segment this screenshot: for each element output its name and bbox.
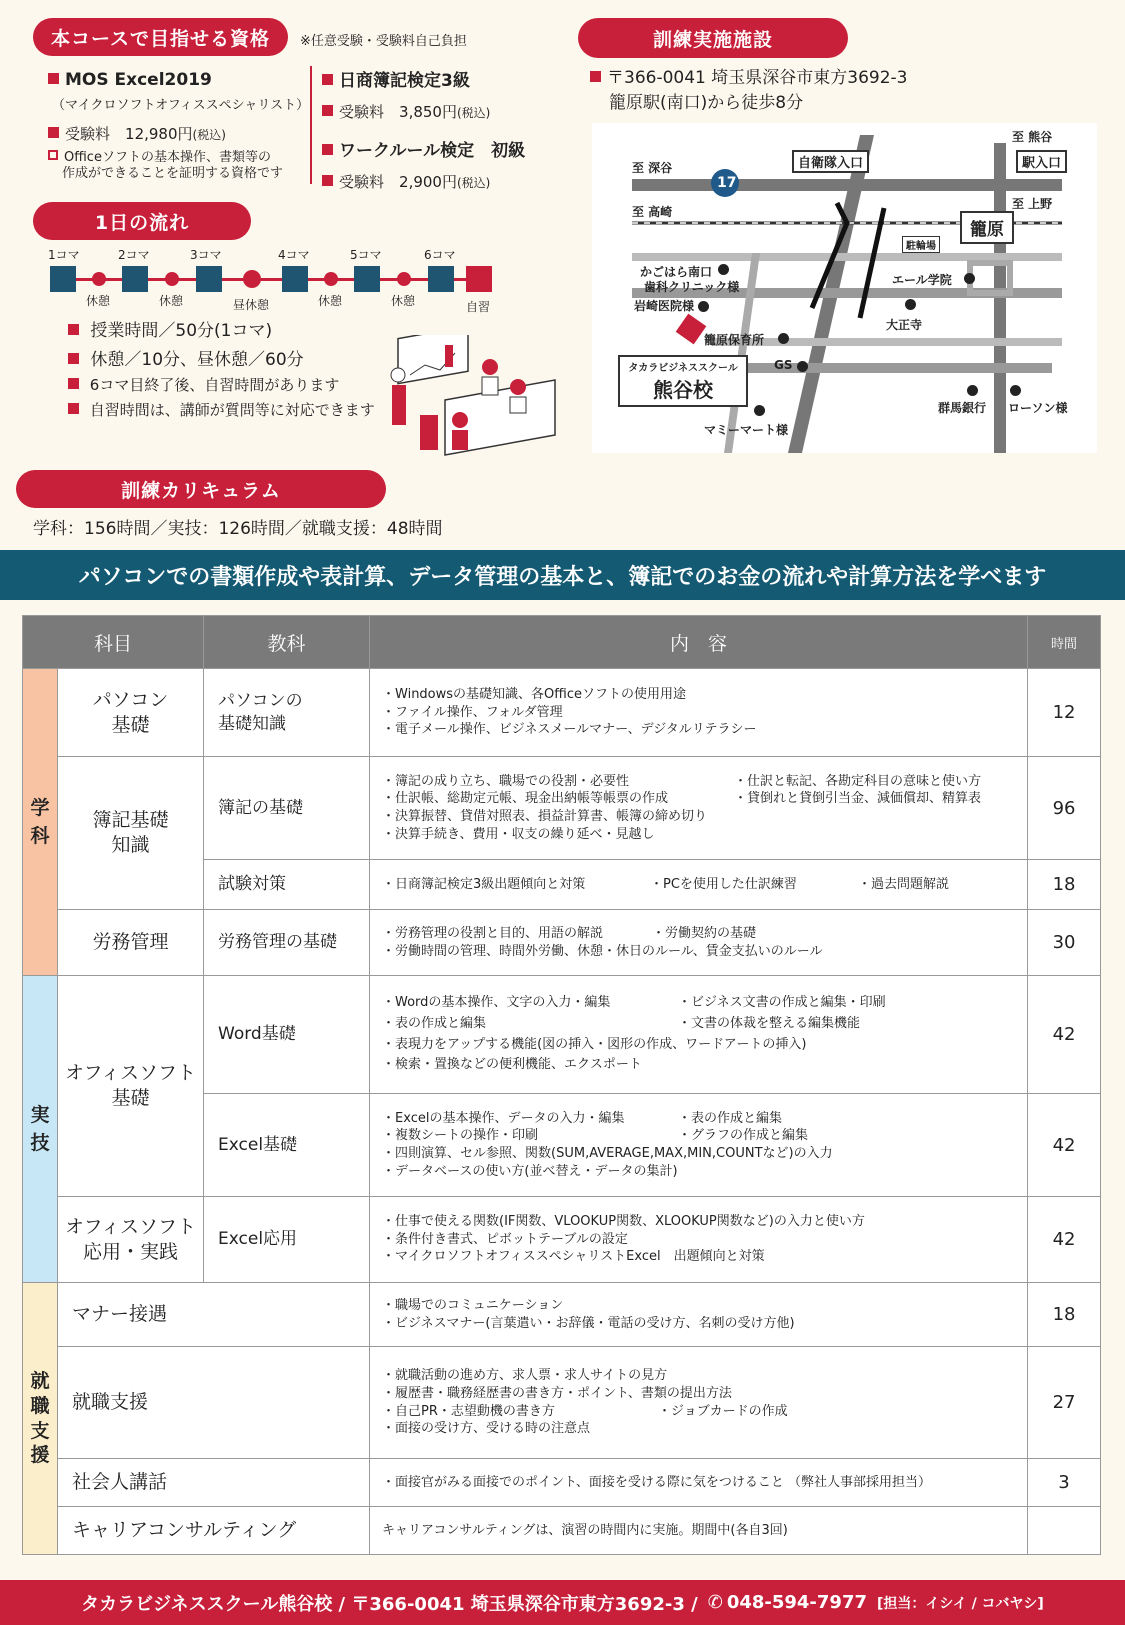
content-line: ・マイクロソフトオフィススペシャリストExcel 出題傾向と対策 xyxy=(382,1249,765,1265)
header-kyoka: 教科 xyxy=(204,616,370,669)
qualifications-note: ※任意受験・受験料自己負担 xyxy=(300,34,467,49)
break-label: 休憩 xyxy=(391,294,416,308)
map-ekiiriguchi: 駅入口 xyxy=(1016,150,1067,173)
map-pin-ale xyxy=(964,273,975,284)
mos-tax: (税込) xyxy=(192,128,226,142)
facility-access: 籠原駅(南口)から徒歩8分 xyxy=(609,92,804,113)
subject-career: キャリアコンサルティング xyxy=(58,1507,370,1555)
content-cell xyxy=(370,976,1028,1094)
flow-notes xyxy=(68,316,375,420)
koma-block-5 xyxy=(354,266,380,292)
bullet-square-icon xyxy=(68,324,79,335)
content-cell xyxy=(370,860,1028,910)
map-mammy: マミーマート様 xyxy=(704,423,789,437)
self-study-block xyxy=(466,266,492,292)
bullet-hollow-icon xyxy=(48,150,58,160)
map-to-ueno: 至 上野 xyxy=(1012,197,1053,211)
content-line: ・決算振替、貸借対照表、損益計算書、帳簿の締め切り xyxy=(382,809,708,824)
content-line: ・PCを使用した仕訳練習 xyxy=(650,876,797,892)
subject-shakaijin: 社会人講話 xyxy=(58,1459,370,1507)
facility-info xyxy=(590,66,907,115)
bullet-square-icon xyxy=(322,74,333,85)
work-tax: (税込) xyxy=(456,176,491,190)
kyoka-excel-oyo: Excel応用 xyxy=(204,1197,370,1283)
hours-cell: 42 xyxy=(1028,1197,1101,1283)
map-pin-lawson xyxy=(1010,385,1021,396)
map-ale: エール学院 xyxy=(892,273,952,287)
flow-note-1: 授業時間／50分(1コマ) xyxy=(90,321,273,341)
boki-block xyxy=(322,66,525,192)
break-dot xyxy=(397,272,411,286)
koma-label-6: 6コマ xyxy=(424,248,456,262)
bullet-square-icon xyxy=(590,71,601,82)
content-line: ・表の作成と編集 xyxy=(678,1110,783,1126)
table-row xyxy=(23,1197,1101,1283)
category-jitsugi: 実 技 xyxy=(23,976,58,1283)
map-route-17: 17 xyxy=(717,175,737,191)
table-header-row xyxy=(23,616,1101,669)
koma-label-2: 2コマ xyxy=(118,248,150,262)
kyoka-word: Word基礎 xyxy=(204,976,370,1094)
mos-desc1: Officeソフトの基本操作、書類等の xyxy=(64,150,271,165)
content-line: ・四則演算、セル参照、関数(SUM,AVERAGE,MAX,MIN,COUNTなど)の入力 xyxy=(382,1146,833,1161)
map-pin-hoikusho xyxy=(778,333,789,344)
header-kamoku: 科目 xyxy=(23,616,204,669)
qualifications-divider xyxy=(310,66,312,184)
hours-cell: 42 xyxy=(1028,1094,1101,1197)
self-study-label: 自習 xyxy=(466,300,491,314)
mos-fee-label: 受験料 xyxy=(65,125,111,143)
content-line: ・電子メール操作、ビジネスメールマナー、デジタルリテラシー xyxy=(382,722,757,738)
map-taishoji: 大正寺 xyxy=(886,318,923,332)
content-cell xyxy=(370,1507,1028,1555)
bullet-square-icon xyxy=(68,353,79,364)
content-line: ・文書の体裁を整える編集機能 xyxy=(678,1015,861,1031)
flow-note-2: 休憩／10分、昼休憩／60分 xyxy=(90,350,304,370)
hours-cell: 12 xyxy=(1028,669,1101,757)
break-dot xyxy=(92,272,106,286)
bullet-square-icon xyxy=(48,127,59,138)
subject-romu: 労務管理 xyxy=(58,910,204,976)
content-line: ・表の作成と編集 xyxy=(382,1015,487,1031)
content-line: ・面接官がみる面接でのポイント、面接を受ける際に気をつけること （弊社人事部採用担当） xyxy=(382,1474,931,1490)
kyoka-boki: 簿記の基礎 xyxy=(204,757,370,860)
content-line: ・表現力をアップする機能(図の挿入・図形の作成、ワードアートの挿入) xyxy=(382,1036,807,1052)
map-lawson: ローソン様 xyxy=(1008,401,1068,415)
table-row xyxy=(23,757,1101,860)
content-line: ・貸倒れと貸倒引当金、減価償却、精算表 xyxy=(734,791,982,807)
header-naiyo: 内 容 xyxy=(370,616,1028,669)
map-pin-dental xyxy=(718,264,729,275)
bullet-square-icon xyxy=(48,73,59,84)
subject-office-kiso: オフィスソフト 基礎 xyxy=(58,976,204,1197)
content-line: ・仕訳帳、総勘定元帳、現金出納帳等帳票の作成 xyxy=(382,791,669,807)
header-jikan: 時間 xyxy=(1028,616,1101,669)
qualifications-header: 本コースで目指せる資格 xyxy=(33,18,288,56)
subject-pc-kiso: パソコン 基礎 xyxy=(58,669,204,757)
content-line: ・職場でのコミュニケーション xyxy=(382,1297,564,1313)
boki-fee: 3,850円 xyxy=(399,103,457,121)
footer-school: タカラビジネススクール熊谷校 / 〒366-0041 埼玉県深谷市東方3692-3 / xyxy=(81,1593,698,1615)
content-line: ・ビジネスマナー(言葉遣い・お辞儀・電話の受け方、名刺の受け方他) xyxy=(382,1315,795,1331)
koma-block-1 xyxy=(50,266,76,292)
footer-phone: 048-594-7977 xyxy=(726,1592,867,1613)
content-cell xyxy=(370,1197,1028,1283)
bullet-square-icon xyxy=(322,175,333,186)
koma-label-3: 3コマ xyxy=(190,248,222,262)
map-gs: GS xyxy=(774,358,793,372)
table-row xyxy=(23,910,1101,976)
content-line: ・自己PR・志望動機の書き方 xyxy=(382,1403,555,1419)
mos-desc2: 作成ができることを証明する資格です xyxy=(62,166,284,182)
hours-cell: 18 xyxy=(1028,860,1101,910)
content-line: ・労働契約の基礎 xyxy=(652,925,757,941)
break-dot xyxy=(165,272,179,286)
content-line: ・労務管理の役割と目的、用語の解説 xyxy=(382,925,604,941)
map-hoikusho: 籠原保育所 xyxy=(704,333,765,347)
content-line: ・データベースの使い方(並べ替え・データの集計) xyxy=(382,1163,678,1179)
access-map xyxy=(592,123,1097,453)
content-line: ・過去問題解説 xyxy=(858,876,950,892)
table-row xyxy=(23,669,1101,757)
content-cell xyxy=(370,1283,1028,1347)
table-row xyxy=(23,1459,1101,1507)
map-pin-iwasaki xyxy=(698,301,709,312)
map-kagohara: 籠原 xyxy=(960,211,1014,244)
bullet-square-icon xyxy=(322,105,333,116)
curriculum-table xyxy=(22,615,1101,1555)
map-kagohara-minami: かごはら南口 xyxy=(640,265,713,279)
curriculum-banner: パソコンでの書類作成や表計算、データ管理の基本と、簿記でのお金の流れや計算方法を学べます xyxy=(0,550,1125,600)
work-name: ワークルール検定 初級 xyxy=(339,141,526,161)
content-line: ・グラフの作成と編集 xyxy=(678,1128,809,1144)
subject-boki: 簿記基礎 知識 xyxy=(58,757,204,910)
flow-timeline xyxy=(50,278,480,281)
map-to-kumagaya: 至 熊谷 xyxy=(1012,130,1053,144)
hours-cell: 27 xyxy=(1028,1347,1101,1459)
map-school-name: 熊谷校 xyxy=(653,378,713,402)
hours-cell-empty xyxy=(1028,1507,1101,1555)
mos-sub: （マイクロソフトオフィススペシャリスト） xyxy=(52,98,310,113)
boki-tax: (税込) xyxy=(456,106,491,120)
phone-icon: ✆ xyxy=(707,1592,723,1613)
kyoka-romu: 労務管理の基礎 xyxy=(204,910,370,976)
subject-office-oyo: オフィスソフト 応用・実践 xyxy=(58,1197,204,1283)
boki-name: 日商簿記検定3級 xyxy=(339,71,470,91)
content-line: ・検索・置換などの便利機能、エクスポート xyxy=(382,1057,642,1073)
boki-fee-label: 受験料 xyxy=(339,103,385,121)
koma-block-3 xyxy=(196,266,222,292)
content-line: ・Excelの基本操作、データの入力・編集 xyxy=(382,1110,625,1126)
map-jieitai: 自衛隊入口 xyxy=(792,150,869,173)
content-line: ・決算手続き、費用・収支の繰り延べ・見越し xyxy=(382,826,655,842)
bullet-square-icon xyxy=(68,378,79,389)
break-dot xyxy=(324,272,338,286)
content-line: キャリアコンサルティングは、演習の時間内に実施。期間中(各自3回) xyxy=(382,1522,788,1538)
classroom-illustration xyxy=(390,335,570,480)
content-cell xyxy=(370,1347,1028,1459)
map-pin-gs xyxy=(797,361,808,372)
break-label: 休憩 xyxy=(318,294,343,308)
hours-cell: 96 xyxy=(1028,757,1101,860)
content-line: ・Windowsの基礎知識、各Officeソフトの使用用途 xyxy=(382,687,686,703)
subject-shushoku: 就職支援 xyxy=(58,1347,370,1459)
koma-label-4: 4コマ xyxy=(278,248,310,262)
content-line: ・Wordの基本操作、文字の入力・編集 xyxy=(382,994,611,1010)
category-shushoku: 就 職 支 援 xyxy=(23,1283,58,1555)
map-pin-gunma xyxy=(967,385,978,396)
content-line: ・履歴書・職務経歴書の書き方・ポイント、書類の提出方法 xyxy=(382,1385,732,1401)
work-fee: 2,900円 xyxy=(399,173,457,191)
content-line: ・仕事で使える関数(IF関数、VLOOKUP関数、XLOOKUP関数など)の入力と使い方 xyxy=(382,1214,865,1230)
content-line: ・ファイル操作、フォルダ管理 xyxy=(382,704,563,720)
map-dental: 歯科クリニック様 xyxy=(644,280,740,294)
footer-bar xyxy=(0,1580,1125,1625)
break-label: 休憩 xyxy=(159,294,184,308)
koma-block-6 xyxy=(428,266,454,292)
curriculum-header: 訓練カリキュラム xyxy=(16,470,386,508)
content-line: ・仕訳と転記、各勘定科目の意味と使い方 xyxy=(734,773,982,789)
map-pin-mammy xyxy=(754,405,765,416)
table-row xyxy=(23,976,1101,1094)
content-line: ・面接の受け方、受ける時の注意点 xyxy=(382,1421,591,1437)
kyoka-shiken: 試験対策 xyxy=(204,860,370,910)
map-to-fukaya: 至 深谷 xyxy=(632,161,673,175)
content-line: ・労働時間の管理、時間外労働、休憩・休日のルール、賃金支払いのルール xyxy=(382,943,823,959)
content-cell xyxy=(370,910,1028,976)
content-line: ・就職活動の進め方、求人票・求人サイトの見方 xyxy=(382,1368,668,1384)
facility-header: 訓練実施施設 xyxy=(578,18,848,58)
content-cell xyxy=(370,757,1028,860)
map-school-box xyxy=(618,355,748,407)
hours-cell: 30 xyxy=(1028,910,1101,976)
content-line: ・日商簿記検定3級出題傾向と対策 xyxy=(382,876,586,892)
content-line: ・条件付き書式、ピボットテーブルの設定 xyxy=(382,1231,628,1247)
koma-block-4 xyxy=(282,266,308,292)
content-cell xyxy=(370,1094,1028,1197)
footer-contact: [担当：イシイ / コバヤシ] xyxy=(877,1595,1044,1612)
content-line: ・ジョブカードの作成 xyxy=(658,1403,788,1419)
mos-fee: 12,980円 xyxy=(125,125,193,143)
lunch-dot xyxy=(243,270,261,288)
subject-manner: マナー接遇 xyxy=(58,1283,370,1347)
koma-label-1: 1コマ xyxy=(48,248,80,262)
content-line: ・複数シートの操作・印刷 xyxy=(382,1128,539,1144)
hours-cell: 42 xyxy=(1028,976,1101,1094)
content-line: ・ビジネス文書の作成と編集・印刷 xyxy=(678,994,886,1010)
hours-cell: 3 xyxy=(1028,1459,1101,1507)
lunch-label: 昼休憩 xyxy=(233,298,270,312)
bullet-square-icon xyxy=(322,144,333,155)
koma-label-5: 5コマ xyxy=(350,248,382,262)
work-fee-label: 受験料 xyxy=(339,173,385,191)
table-row xyxy=(23,1507,1101,1555)
hours-cell: 18 xyxy=(1028,1283,1101,1347)
koma-block-2 xyxy=(122,266,148,292)
map-school-top: タカラビジネススクール xyxy=(628,363,738,374)
table-row xyxy=(23,1347,1101,1459)
break-label: 休憩 xyxy=(86,294,111,308)
mos-block xyxy=(48,70,309,183)
map-iwasaki: 岩崎医院様 xyxy=(634,299,695,313)
content-cell xyxy=(370,1459,1028,1507)
category-gakka: 学 科 xyxy=(23,669,58,976)
map-gunma: 群馬銀行 xyxy=(938,401,987,415)
map-pin-taishoji xyxy=(905,299,916,310)
flow-header: 1日の流れ xyxy=(33,202,251,240)
kyoka-pc-kiso: パソコンの 基礎知識 xyxy=(204,669,370,757)
content-line: ・簿記の成り立ち、職場での役割・必要性 xyxy=(382,773,630,789)
bullet-square-icon xyxy=(68,403,79,414)
curriculum-summary: 学科：156時間／実技：126時間／就職支援：48時間 xyxy=(33,519,443,539)
flow-note-3: 6コマ目終了後、自習時間があります xyxy=(89,376,340,394)
mos-name: MOS Excel2019 xyxy=(65,70,212,90)
map-parking: 駐輪場 xyxy=(902,236,940,253)
kyoka-excel: Excel基礎 xyxy=(204,1094,370,1197)
flow-note-4: 自習時間は、講師が質問等に対応できます xyxy=(89,401,375,419)
map-to-takasaki: 至 高崎 xyxy=(632,205,673,219)
facility-address: 〒366-0041 埼玉県深谷市東方3692-3 xyxy=(607,68,908,88)
content-cell xyxy=(370,669,1028,757)
table-row xyxy=(23,1283,1101,1347)
